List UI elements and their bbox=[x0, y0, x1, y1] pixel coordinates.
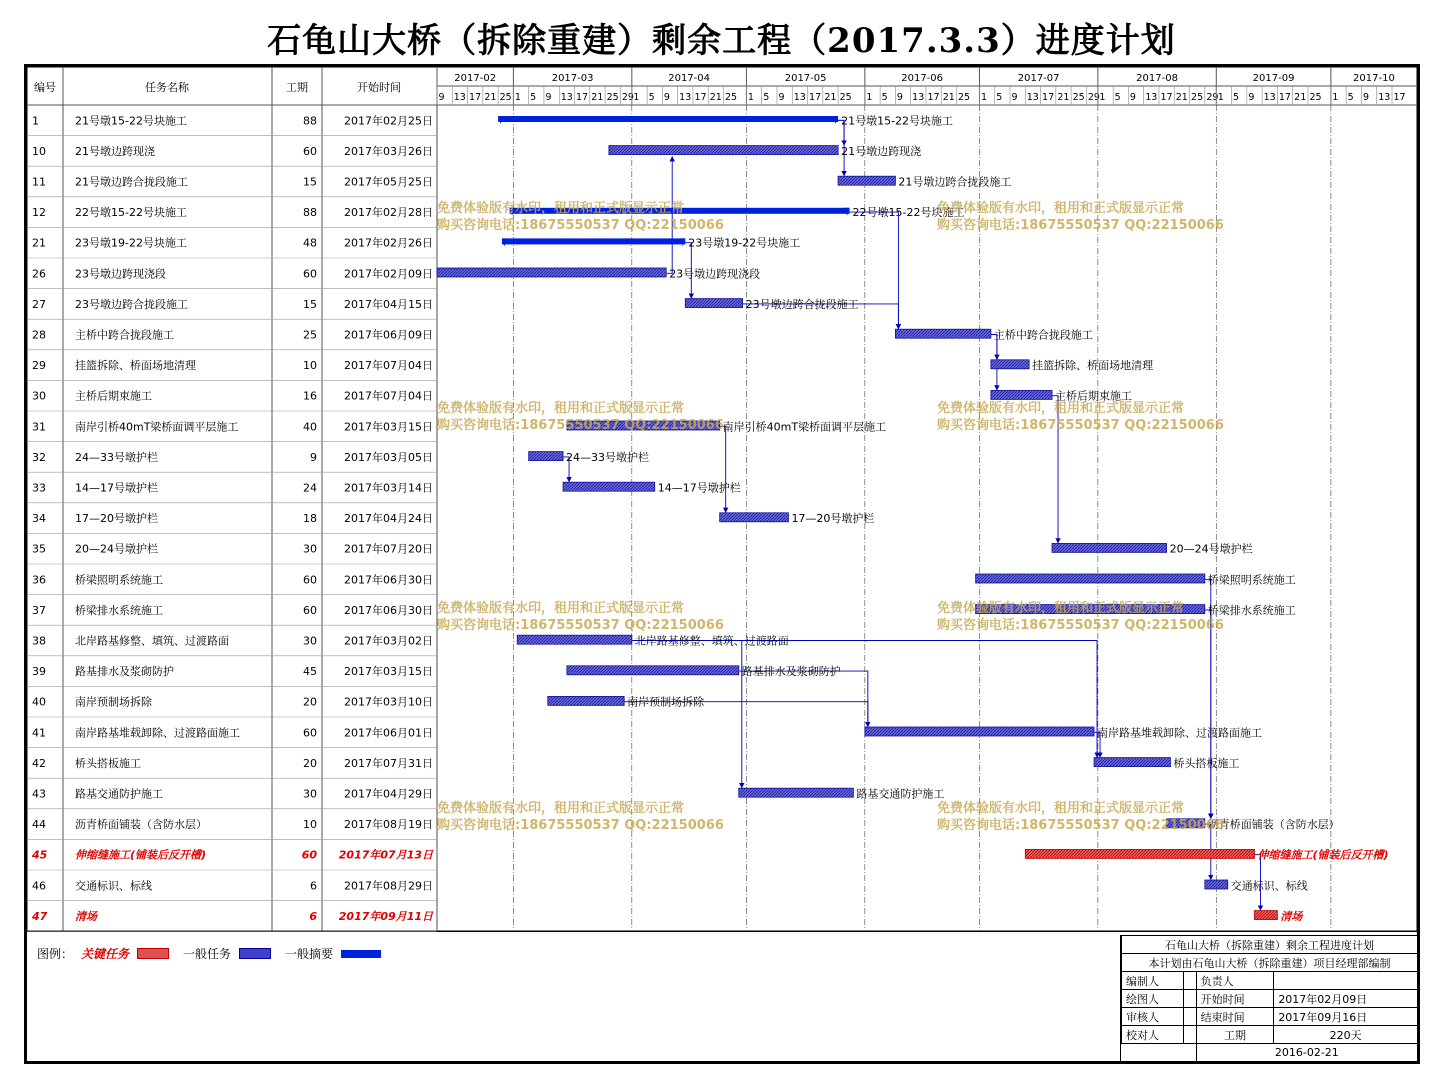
info-owner: 负责人 bbox=[1196, 972, 1274, 990]
task-id: 34 bbox=[32, 512, 46, 526]
day-label: 25 bbox=[1072, 92, 1085, 103]
task-start: 2017年02月28日 bbox=[344, 206, 433, 220]
legend-critical-label: 关键任务 bbox=[81, 947, 130, 961]
day-label: 29 bbox=[1087, 92, 1100, 103]
day-label: 21 bbox=[591, 92, 604, 103]
task-id: 26 bbox=[32, 267, 46, 281]
task-start: 2017年03月15日 bbox=[344, 420, 433, 434]
task-start: 2017年03月26日 bbox=[344, 144, 433, 158]
info-checker: 校对人 bbox=[1122, 1026, 1184, 1044]
task-bar bbox=[437, 268, 666, 277]
day-label: 25 bbox=[725, 92, 738, 103]
critical-task-bar bbox=[1025, 849, 1254, 858]
task-duration: 88 bbox=[303, 114, 317, 128]
watermark-line2: 购买咨询电话:18675550537 QQ:22150066 bbox=[937, 618, 1224, 633]
task-start: 2017年06月30日 bbox=[344, 603, 433, 617]
info-drawer: 绘图人 bbox=[1122, 990, 1184, 1008]
watermark-line1: 免费体验版有水印，租用和正式版显示正常 bbox=[937, 401, 1185, 416]
info-duration-value: 220天 bbox=[1274, 1026, 1418, 1044]
day-label: 13 bbox=[1263, 92, 1276, 103]
legend-critical-swatch bbox=[137, 948, 169, 959]
task-duration: 6 bbox=[310, 879, 317, 893]
task-start: 2017年03月05日 bbox=[344, 450, 433, 464]
bar-label: 南岸引桥40mT梁桥面调平层施工 bbox=[722, 420, 887, 434]
task-bar bbox=[838, 176, 895, 185]
bar-label: 南岸路基堆载卸除、过渡路面施工 bbox=[1097, 726, 1263, 740]
day-label: 5 bbox=[530, 92, 537, 103]
watermark-line1: 免费体验版有水印，租用和正式版显示正常 bbox=[937, 201, 1185, 216]
bar-label: 17—20号墩护栏 bbox=[791, 512, 875, 526]
task-id: 11 bbox=[32, 175, 46, 189]
task-name: 23号墩边跨合拢段施工 bbox=[75, 297, 188, 311]
task-duration: 10 bbox=[303, 818, 317, 832]
dependency-link bbox=[850, 212, 899, 328]
day-label: 5 bbox=[1347, 92, 1354, 103]
info-box bbox=[1120, 935, 1418, 1062]
task-name: 17—20号墩护栏 bbox=[75, 512, 158, 526]
task-name: 沥青桥面铺装（含防水层） bbox=[75, 818, 207, 832]
bar-label: 伸缩缝施工(铺装后反开槽) bbox=[1257, 848, 1389, 862]
task-id: 12 bbox=[32, 206, 46, 220]
summary-bar bbox=[498, 116, 838, 122]
bar-label: 20—24号墩护栏 bbox=[1169, 542, 1253, 556]
task-start: 2017年07月31日 bbox=[344, 756, 433, 770]
task-duration: 40 bbox=[303, 420, 317, 434]
day-label: 21 bbox=[1294, 92, 1307, 103]
info-subtitle: 本计划由石龟山大桥（拆除重建）项目经理部编制 bbox=[1122, 954, 1418, 972]
task-start: 2017年07月04日 bbox=[344, 389, 433, 403]
month-label: 2017-09 bbox=[1252, 73, 1295, 84]
day-label: 25 bbox=[606, 92, 619, 103]
bar-label: 14—17号墩护栏 bbox=[657, 481, 741, 495]
bar-label: 主桥后期束施工 bbox=[1055, 389, 1133, 403]
task-id: 27 bbox=[32, 297, 46, 311]
info-editor: 编制人 bbox=[1122, 972, 1184, 990]
task-duration: 20 bbox=[303, 695, 317, 709]
day-label: 17 bbox=[1278, 92, 1291, 103]
task-name: 主桥后期束施工 bbox=[75, 389, 152, 403]
day-label: 5 bbox=[648, 92, 655, 103]
month-label: 2017-10 bbox=[1353, 73, 1395, 84]
day-label: 9 bbox=[778, 92, 785, 103]
task-start: 2017年02月25日 bbox=[344, 114, 433, 128]
watermark-line2: 购买咨询电话:18675550537 QQ:22150066 bbox=[937, 418, 1224, 433]
summary-bar bbox=[502, 238, 685, 244]
legend-summary-swatch bbox=[341, 950, 381, 958]
task-duration: 24 bbox=[303, 481, 317, 495]
bar-label: 桥梁照明系统施工 bbox=[1207, 573, 1296, 587]
watermark-line1: 免费体验版有水印，租用和正式版显示正常 bbox=[937, 801, 1185, 816]
task-name: 南岸引桥40mT梁桥面调平层施工 bbox=[75, 420, 239, 434]
task-start: 2017年07月13日 bbox=[338, 848, 433, 862]
task-start: 2017年06月01日 bbox=[344, 726, 433, 740]
task-name: 主桥中跨合拢段施工 bbox=[75, 328, 174, 342]
task-id: 31 bbox=[32, 420, 46, 434]
bar-label: 北岸路基修整、填筑、过渡路面 bbox=[634, 634, 789, 648]
day-label: 5 bbox=[1233, 92, 1240, 103]
task-id: 32 bbox=[32, 450, 46, 464]
day-label: 13 bbox=[453, 92, 466, 103]
day-label: 21 bbox=[1057, 92, 1070, 103]
task-bar bbox=[685, 299, 742, 308]
dependency-link bbox=[1205, 610, 1211, 818]
task-bar bbox=[976, 574, 1205, 583]
task-duration: 25 bbox=[303, 328, 317, 342]
task-start: 2017年02月26日 bbox=[344, 236, 433, 250]
day-label: 21 bbox=[1175, 92, 1188, 103]
watermark-line2: 购买咨询电话:18675550537 QQ:22150066 bbox=[437, 818, 724, 833]
task-id: 47 bbox=[32, 909, 48, 923]
task-bar bbox=[895, 329, 991, 338]
critical-task-bar bbox=[1254, 911, 1277, 920]
day-label: 25 bbox=[1191, 92, 1204, 103]
day-label: 13 bbox=[560, 92, 573, 103]
day-label: 9 bbox=[1011, 92, 1018, 103]
day-label: 17 bbox=[469, 92, 482, 103]
watermark-line2: 购买咨询电话:18675550537 QQ:22150066 bbox=[437, 218, 724, 233]
task-name: 22号墩15-22号块施工 bbox=[75, 206, 187, 220]
gantt-canvas bbox=[27, 67, 1417, 1061]
bar-label: 南岸预制场拆除 bbox=[627, 695, 705, 709]
bar-label: 挂篮拆除、桥面场地清理 bbox=[1032, 359, 1154, 373]
task-bar bbox=[517, 635, 632, 644]
task-name: 20—24号墩护栏 bbox=[75, 542, 158, 556]
task-bar bbox=[991, 360, 1029, 369]
task-duration: 60 bbox=[301, 848, 317, 862]
task-name: 23号墩边跨现浇段 bbox=[75, 267, 166, 281]
task-bar bbox=[563, 482, 655, 491]
day-label: 9 bbox=[1362, 92, 1369, 103]
task-duration: 9 bbox=[310, 450, 317, 464]
task-id: 45 bbox=[32, 848, 48, 862]
task-duration: 10 bbox=[303, 359, 317, 373]
task-duration: 18 bbox=[303, 512, 317, 526]
task-start: 2017年05月25日 bbox=[344, 175, 433, 189]
bar-label: 沥青桥面铺装（含防水层） bbox=[1207, 818, 1340, 832]
page-title: 石龟山大桥（拆除重建）剩余工程（2017.3.3）进度计划 bbox=[267, 21, 1176, 61]
day-label: 9 bbox=[896, 92, 903, 103]
day-label: 1 bbox=[747, 92, 754, 103]
task-duration: 30 bbox=[303, 787, 317, 801]
day-label: 29 bbox=[621, 92, 634, 103]
task-duration: 60 bbox=[303, 144, 317, 158]
task-duration: 20 bbox=[303, 756, 317, 770]
task-name: 北岸路基修整、填筑、过渡路面 bbox=[75, 634, 229, 648]
day-label: 13 bbox=[1026, 92, 1039, 103]
info-end-label: 结束时间 bbox=[1196, 1008, 1274, 1026]
info-start-value: 2017年02月09日 bbox=[1274, 990, 1418, 1008]
info-date: 2016-02-21 bbox=[1196, 1044, 1417, 1062]
day-label: 25 bbox=[1309, 92, 1322, 103]
day-label: 13 bbox=[679, 92, 692, 103]
task-start: 2017年06月30日 bbox=[344, 573, 433, 587]
task-duration: 60 bbox=[303, 726, 317, 740]
watermark-line2: 购买咨询电话:18675550537 QQ:22150066 bbox=[437, 418, 724, 433]
day-label: 5 bbox=[1114, 92, 1121, 103]
task-start: 2017年07月20日 bbox=[344, 542, 433, 556]
day-label: 13 bbox=[793, 92, 806, 103]
task-name: 路基交通防护施工 bbox=[75, 787, 163, 801]
task-name: 21号墩15-22号块施工 bbox=[75, 114, 187, 128]
task-duration: 60 bbox=[303, 267, 317, 281]
task-bar bbox=[548, 696, 624, 705]
day-label: 17 bbox=[1160, 92, 1173, 103]
month-label: 2017-08 bbox=[1136, 73, 1178, 84]
watermark-line2: 购买咨询电话:18675550537 QQ:22150066 bbox=[937, 818, 1224, 833]
day-label: 21 bbox=[942, 92, 955, 103]
bar-label: 桥头搭板施工 bbox=[1173, 756, 1240, 770]
bar-label: 桥梁排水系统施工 bbox=[1207, 603, 1296, 617]
header-id: 编号 bbox=[34, 81, 56, 94]
task-id: 21 bbox=[32, 236, 46, 250]
task-duration: 30 bbox=[303, 634, 317, 648]
task-start: 2017年02月09日 bbox=[344, 267, 433, 281]
day-label: 13 bbox=[912, 92, 925, 103]
task-id: 38 bbox=[32, 634, 46, 648]
day-label: 9 bbox=[1248, 92, 1255, 103]
task-id: 10 bbox=[32, 144, 46, 158]
task-name: 桥梁排水系统施工 bbox=[75, 603, 163, 617]
day-label: 13 bbox=[1378, 92, 1391, 103]
day-label: 17 bbox=[1393, 92, 1406, 103]
day-label: 9 bbox=[663, 92, 670, 103]
day-label: 17 bbox=[576, 92, 589, 103]
day-label: 21 bbox=[484, 92, 497, 103]
task-duration: 16 bbox=[303, 389, 317, 403]
bar-label: 路基交通防护施工 bbox=[856, 787, 945, 801]
task-bar bbox=[609, 146, 838, 155]
task-duration: 6 bbox=[309, 909, 317, 923]
bar-label: 交通标识、标线 bbox=[1230, 879, 1308, 893]
bar-label: 主桥中跨合拢段施工 bbox=[993, 328, 1093, 342]
watermark-line1: 免费体验版有水印，租用和正式版显示正常 bbox=[437, 601, 685, 616]
bar-label: 22号墩15-22号块施工 bbox=[852, 206, 965, 220]
task-duration: 48 bbox=[303, 236, 317, 250]
task-id: 44 bbox=[32, 818, 46, 832]
dependency-link bbox=[720, 426, 726, 512]
day-label: 1 bbox=[633, 92, 640, 103]
legend-task-label: 一般任务 bbox=[183, 947, 232, 961]
task-start: 2017年04月24日 bbox=[344, 512, 433, 526]
task-start: 2017年03月02日 bbox=[344, 634, 433, 648]
info-reviewer: 审核人 bbox=[1122, 1008, 1184, 1026]
bar-label: 路基排水及浆砌防护 bbox=[741, 665, 841, 679]
task-name: 南岸路基堆载卸除、过渡路面施工 bbox=[75, 726, 240, 740]
task-start: 2017年03月14日 bbox=[344, 481, 433, 495]
day-label: 25 bbox=[958, 92, 971, 103]
task-name: 24—33号墩护栏 bbox=[75, 450, 158, 464]
task-duration: 60 bbox=[303, 573, 317, 587]
day-label: 25 bbox=[839, 92, 852, 103]
bar-label: 21号墩边跨合拢段施工 bbox=[898, 175, 1012, 189]
info-title: 石龟山大桥（拆除重建）剩余工程进度计划 bbox=[1122, 936, 1418, 954]
task-id: 42 bbox=[32, 756, 46, 770]
task-bar bbox=[1052, 543, 1167, 552]
bar-label: 23号墩19-22号块施工 bbox=[688, 236, 801, 250]
day-label: 29 bbox=[1206, 92, 1219, 103]
task-bar bbox=[529, 452, 563, 461]
task-id: 33 bbox=[32, 481, 46, 495]
task-bar bbox=[739, 788, 854, 797]
info-start-label: 开始时间 bbox=[1196, 990, 1274, 1008]
day-label: 13 bbox=[1145, 92, 1158, 103]
task-start: 2017年08月19日 bbox=[344, 818, 433, 832]
task-id: 30 bbox=[32, 389, 46, 403]
day-label: 5 bbox=[763, 92, 770, 103]
task-name: 交通标识、标线 bbox=[75, 879, 152, 893]
task-name: 伸缩缝施工(铺装后反开槽) bbox=[75, 848, 207, 862]
bar-label: 21号墩边跨现浇 bbox=[841, 144, 922, 158]
day-label: 5 bbox=[996, 92, 1003, 103]
task-name: 23号墩19-22号块施工 bbox=[75, 236, 187, 250]
day-label: 5 bbox=[881, 92, 888, 103]
legend bbox=[37, 945, 381, 962]
task-duration: 45 bbox=[303, 665, 317, 679]
bar-label: 24—33号墩护栏 bbox=[566, 450, 650, 464]
task-bar bbox=[1205, 880, 1228, 889]
task-id: 40 bbox=[32, 695, 46, 709]
task-duration: 88 bbox=[303, 206, 317, 220]
watermark-line1: 免费体验版有水印，租用和正式版显示正常 bbox=[437, 201, 685, 216]
header-duration: 工期 bbox=[286, 81, 308, 94]
task-name: 路基排水及浆砌防护 bbox=[75, 665, 174, 679]
task-bar bbox=[720, 513, 789, 522]
task-start: 2017年03月10日 bbox=[344, 695, 433, 709]
task-id: 35 bbox=[32, 542, 46, 556]
task-duration: 15 bbox=[303, 297, 317, 311]
month-label: 2017-06 bbox=[901, 73, 944, 84]
task-name: 清场 bbox=[75, 909, 97, 923]
day-label: 9 bbox=[438, 92, 445, 103]
day-label: 25 bbox=[499, 92, 512, 103]
task-id: 39 bbox=[32, 665, 46, 679]
task-name: 桥梁照明系统施工 bbox=[75, 573, 163, 587]
day-label: 17 bbox=[694, 92, 707, 103]
day-label: 21 bbox=[709, 92, 722, 103]
task-duration: 60 bbox=[303, 603, 317, 617]
header-name: 任务名称 bbox=[145, 81, 189, 94]
task-id: 28 bbox=[32, 328, 46, 342]
dependency-link bbox=[632, 641, 742, 788]
bar-label: 21号墩15-22号块施工 bbox=[841, 114, 954, 128]
task-start: 2017年03月15日 bbox=[344, 665, 433, 679]
watermark-line1: 免费体验版有水印，租用和正式版显示正常 bbox=[437, 401, 685, 416]
month-label: 2017-03 bbox=[551, 73, 594, 84]
month-label: 2017-02 bbox=[454, 73, 497, 84]
legend-task-swatch bbox=[239, 948, 271, 959]
task-name: 21号墩边跨合拢段施工 bbox=[75, 175, 188, 189]
task-bar bbox=[567, 666, 739, 675]
task-id: 46 bbox=[32, 879, 46, 893]
task-name: 14—17号墩护栏 bbox=[75, 481, 158, 495]
day-label: 17 bbox=[927, 92, 940, 103]
info-duration-label: 工期 bbox=[1196, 1026, 1274, 1044]
task-name: 桥头搭板施工 bbox=[75, 756, 141, 770]
day-label: 21 bbox=[824, 92, 837, 103]
task-start: 2017年07月04日 bbox=[344, 359, 433, 373]
task-bar bbox=[865, 727, 1094, 736]
task-id: 29 bbox=[32, 359, 46, 373]
task-name: 南岸预制场拆除 bbox=[75, 695, 152, 709]
day-label: 9 bbox=[545, 92, 552, 103]
bar-label: 23号墩边跨现浇段 bbox=[669, 267, 761, 281]
watermark-line2: 购买咨询电话:18675550537 QQ:22150066 bbox=[437, 618, 724, 633]
task-id: 37 bbox=[32, 603, 46, 617]
dependency-link bbox=[739, 671, 868, 726]
task-duration: 30 bbox=[303, 542, 317, 556]
task-start: 2017年04月15日 bbox=[344, 297, 433, 311]
task-id: 1 bbox=[32, 114, 39, 128]
day-label: 1 bbox=[1332, 92, 1339, 103]
task-id: 41 bbox=[32, 726, 46, 740]
watermark-line1: 免费体验版有水印，租用和正式版显示正常 bbox=[437, 801, 685, 816]
task-start: 2017年06月09日 bbox=[344, 328, 433, 342]
task-duration: 15 bbox=[303, 175, 317, 189]
task-id: 36 bbox=[32, 573, 46, 587]
task-start: 2017年09月11日 bbox=[338, 909, 433, 923]
day-label: 1 bbox=[1217, 92, 1224, 103]
legend-label: 图例： bbox=[37, 947, 74, 961]
task-bar bbox=[991, 390, 1052, 399]
day-label: 1 bbox=[866, 92, 873, 103]
task-id: 43 bbox=[32, 787, 46, 801]
bar-label: 23号墩边跨合拢段施工 bbox=[745, 297, 859, 311]
task-name: 21号墩边跨现浇 bbox=[75, 144, 155, 158]
watermark-line2: 购买咨询电话:18675550537 QQ:22150066 bbox=[937, 218, 1224, 233]
legend-summary-label: 一般摘要 bbox=[285, 947, 334, 961]
month-label: 2017-05 bbox=[784, 73, 827, 84]
month-label: 2017-07 bbox=[1017, 73, 1060, 84]
header-start: 开始时间 bbox=[357, 81, 401, 94]
info-end-value: 2017年09月16日 bbox=[1274, 1008, 1418, 1026]
day-label: 9 bbox=[1129, 92, 1136, 103]
task-start: 2017年08月29日 bbox=[344, 879, 433, 893]
task-start: 2017年04月29日 bbox=[344, 787, 433, 801]
month-label: 2017-04 bbox=[668, 73, 711, 84]
day-label: 17 bbox=[1042, 92, 1055, 103]
day-label: 1 bbox=[514, 92, 521, 103]
gantt-chart bbox=[24, 64, 1420, 1064]
bar-label: 清场 bbox=[1280, 909, 1303, 923]
task-name: 挂篮拆除、桥面场地清理 bbox=[75, 359, 196, 373]
day-label: 1 bbox=[980, 92, 987, 103]
task-bar bbox=[1094, 758, 1170, 767]
watermark-line1: 免费体验版有水印，租用和正式版显示正常 bbox=[937, 601, 1185, 616]
day-label: 1 bbox=[1099, 92, 1106, 103]
day-label: 17 bbox=[809, 92, 822, 103]
